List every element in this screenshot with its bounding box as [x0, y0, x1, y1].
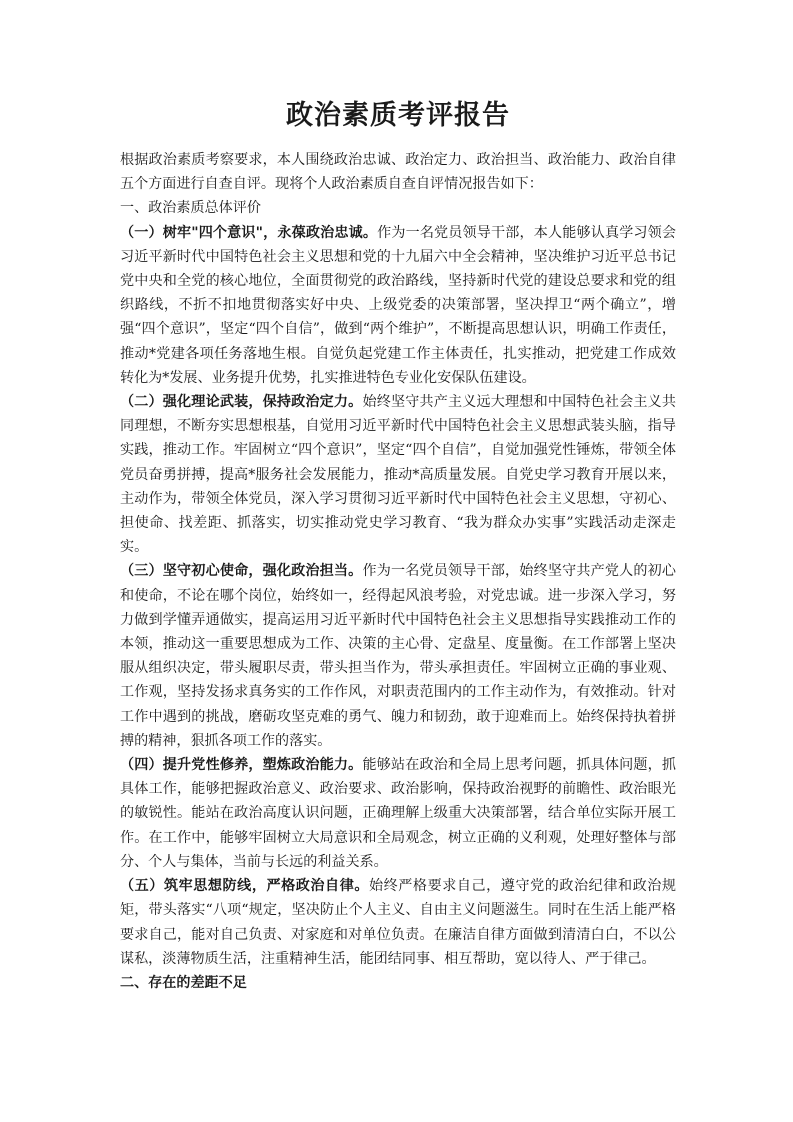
item-paragraph-3	[120, 559, 676, 753]
document-title: 政治素质考评报告	[286, 100, 510, 131]
item-body-1: 作为一名党员领导干部，本人能够认真学习领会习近平新时代中国特色社会主义思想和党的十九届六中全会精神，坚决维护习近平总书记党中央和全党的核心地位，全面贯彻党的政治路线，坚持新时代党的建设总要求和党的组织路线，不折不扣地贯彻落实好中央、上级党委的决策部署，坚决捍卫“两个确立”，增强“四个意识”，坚定“四个自信”，做到“两个维护”，不断提高思想认识，明确工作责任，推动*党建各项任务落地生根。自觉负起党建工作主体责任，扎实推动，把党建工作成效转化为*发展、业务提升优势，扎实推进特色专业化安保队伍建设。	[120, 224, 677, 386]
item-body-5: 始终严格要求自己，遵守党的政治纪律和政治规矩，带头落实“八项“规定，坚决防止个人主义、自由主义问题滋生。同时在生活上能严格要求自己，能对自己负责、对家庭和对单位负责。在廉洁自律方面做到清清白白，不以公谋私，淡薄物质生活，注重精神生活，能团结同事、相互帮助，宽以待人、严于律己。	[120, 878, 676, 967]
item-lead-5: （五）筑牢思想防线，严格政治自律。	[120, 878, 369, 895]
item-paragraph-4	[120, 753, 676, 874]
item-body-3: 作为一名党员领导干部，始终坚守共产党人的初心和使命，不论在哪个岗位，始终如一，经得起风浪考验，对党忠诚。进一步深入学习，努力做到学懂弄通做实，提高运用习近平新时代中国特色社会主义思想指导实践推动工作的本领，推动这一重要思想成为工作、决策的主心骨、定盘星、度量衡。在工作部署上坚决服从组织决定，带头履职尽责，带头担当作为，带头承担责任。牢固树立正确的事业观、工作观，坚持发扬求真务实的工作作风，对职责范围内的工作主动作为，有效推动。针对工作中遇到的挑战，磨砺攻坚克难的勇气、魄力和韧劲，敢于迎难而上。始终保持执着拼搏的精神，狠抓各项工作的落实。	[120, 563, 677, 749]
item-body-2: 始终坚守共产主义远大理想和中国特色社会主义共同理想，不断夯实思想根基，自觉用习近平新时代中国特色社会主义思想武装头脑，指导实践，推动工作。牢固树立“四个意识”，坚定“四个自信”，自觉加强党性锤炼，带领全体党员奋勇拼搏，提高*服务社会发展能力，推动*高质量发展。自党史学习教育开展以来，主动作为，带领全体党员，深入学习贯彻习近平新时代中国特色社会主义思想，守初心、担使命、找差距、抓落实，切实推动党史学习教育、“我为群众办实事”实践活动走深走实。	[120, 394, 677, 556]
document-body	[120, 96, 676, 995]
section-heading-1: 一、政治素质总体评价	[120, 200, 261, 217]
item-paragraph-1	[120, 221, 676, 390]
section-heading-2: 二、存在的差距不足	[120, 974, 247, 991]
item-lead-1: （一）树牢"四个意识"，永葆政治忠诚。	[120, 224, 378, 241]
item-lead-3: （三）坚守初心使命，强化政治担当。	[120, 563, 363, 580]
item-paragraph-5	[120, 874, 676, 971]
item-lead-2: （二）强化理论武装，保持政治定力。	[120, 394, 363, 411]
item-body-4: 能够站在政治和全局上思考问题，抓具体问题，抓具体工作，能够把握政治意义、政治要求、政治影响，保持政治视野的前瞻性、政治眼光的敏锐性。能站在政治高度认识问题，正确理解上级重大决策部署，结合单位实际开展工作。在工作中，能够牢固树立大局意识和全局观念，树立正确的义利观，处理好整体与部分、个人与集体，当前与长远的利益关系。	[120, 757, 677, 870]
intro-paragraph: 根据政治素质考察要求，本人围绕政治忠诚、政治定力、政治担当、政治能力、政治自律五个方面进行自查自评。现将个人政治素质自查自评情况报告如下：	[120, 152, 676, 193]
item-lead-4: （四）提升党性修养，塑炼政治能力。	[120, 757, 363, 774]
item-paragraph-2	[120, 390, 676, 559]
